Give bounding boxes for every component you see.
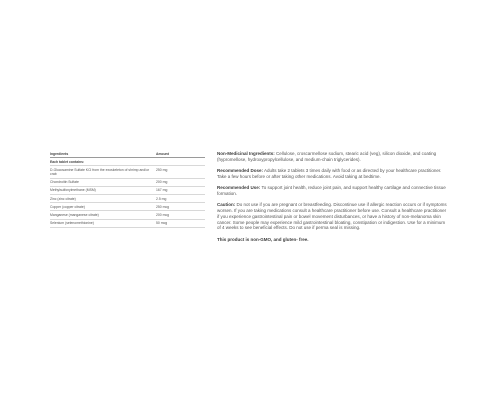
non-gmo-statement: This product is non-GMO, and gluten- free. [217, 236, 309, 242]
table-subheading-row [50, 158, 205, 166]
recommended-use-label: Recommended Use: [217, 185, 261, 191]
ingredient-name: Zinc (zinc citrate) [50, 195, 156, 203]
table-row [50, 203, 205, 211]
non-medicinal-text: Cellulose, croscarmellose sodium, stearic acid (veg), silicon dioxide, and coating (hypromellose, hydroxypropylcellulose, and medium-chain triglycerides). [217, 151, 437, 162]
ingredient-name: Selenium (selenomethionine) [50, 219, 156, 227]
caution-text: Do not use if you are pregnant or breastfeeding. Discontinue use if allergic reaction occurs or if symptoms worsen. If you are taking medications consult a healthcare practitioner before use. Consult a healthcare practitioner if you experience gastrointestinal pain or bowel movement disturbances, or have a history of non-melanoma skin cancer. Some people may experience mild gastrointestinal bloating, constipation or indigestion. Use for a minimum of 4 weeks to see beneficial effects. Do not use if perma seal is missing. [217, 202, 447, 231]
table-row [50, 186, 205, 194]
ingredient-amount: 167 mg [156, 186, 205, 194]
table-row [50, 178, 205, 186]
ingredient-name: Methylsulfonylmethane (MSM) [50, 186, 156, 194]
ingredients-header-row [50, 150, 205, 158]
table-subheading-empty [156, 158, 205, 166]
table-row [50, 219, 205, 227]
ingredients-table [50, 150, 205, 228]
ingredient-amount: 250 mg [156, 166, 205, 178]
table-row [50, 166, 205, 178]
table-row [50, 211, 205, 219]
non-medicinal-label: Non-Medicinal Ingredients: [217, 151, 275, 156]
caution [217, 202, 449, 231]
ingredients-column-header: Ingredients [50, 150, 156, 158]
ingredient-amount: 2.5 mg [156, 195, 205, 203]
table-row [50, 195, 205, 203]
non-medicinal-ingredients [217, 151, 449, 163]
recommended-use [217, 185, 449, 197]
recommended-dose-text: Adults take 2 tablets 3 times daily with food or as directed by your healthcare practitioner. Take a few hours before or after taking other medications. Avoid taking at bedtime. [217, 168, 442, 179]
ingredient-amount: 200 mcg [156, 211, 205, 219]
recommended-dose [217, 168, 449, 180]
ingredient-amount: 250 mcg [156, 203, 205, 211]
amount-column-header: Amount [156, 150, 205, 158]
table-subheading: Each tablet contains: [50, 158, 156, 166]
product-info [217, 151, 449, 248]
ingredient-name: Manganese (manganese citrate) [50, 211, 156, 219]
ingredient-amount: 200 mg [156, 178, 205, 186]
caution-label: Caution: [217, 202, 236, 208]
ingredient-name: Copper (copper citrate) [50, 203, 156, 211]
recommended-dose-label: Recommended Dose: [217, 168, 264, 174]
ingredient-name: D-Glucosamine Sulfate KCl from the exoskeleton of shrimp and/or crab [50, 166, 156, 178]
recommended-use-text: To support joint health, reduce joint pain, and support healthy cartilage and connective tissue formation. [217, 185, 446, 196]
ingredient-name: Chondroitin Sulfate [50, 178, 156, 186]
ingredient-amount: 50 mcg [156, 219, 205, 227]
